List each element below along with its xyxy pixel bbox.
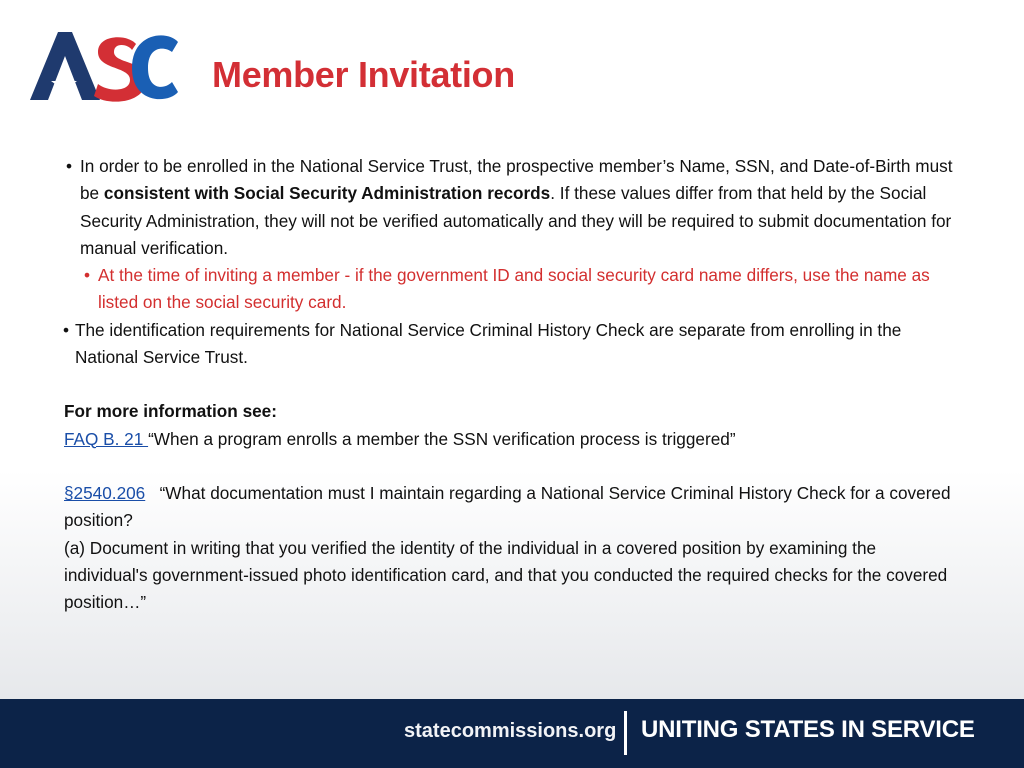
more-info-section [64, 398, 964, 616]
footer-url: statecommissions.org [404, 720, 617, 742]
footer-divider [624, 711, 627, 755]
bullet-dot-icon: • [84, 265, 91, 286]
footer-tagline: UNITING STATES IN SERVICE [641, 716, 975, 743]
bullet-dot-icon: • [66, 156, 73, 176]
bullet-enrollment-strong: consistent with Social Security Administration records [103, 183, 551, 204]
regulation-reference [64, 480, 964, 535]
more-info-heading: For more information see: [64, 401, 277, 422]
faq-text: “When a program enrolls a member the SSN verification process is triggered” [148, 428, 736, 449]
bullet-enrollment-text-pre: In order to be enrolled in the National Service Trust, the prospective member’s Name, SSN, and Date-of-Birth must be [80, 156, 953, 204]
faq-reference [64, 426, 964, 453]
regulation-text-detail: (a) Document in writing that you verified the identity of the individual in a covered position by examining the individual's government-issued photo identification card, and that you conducted the required checks for the covered position…” [64, 537, 948, 613]
page-title: Member Invitation [212, 54, 515, 95]
regulation-link[interactable]: §2540.206 [64, 482, 146, 503]
bullet-criminal-history [64, 317, 964, 372]
regulation-text: “What documentation must I maintain regarding a National Service Criminal History Check for a covered position? [64, 482, 956, 531]
bullet-criminal-history-text: The identification requirements for National Service Criminal History Check are separate from enrolling in the National Service Trust. [75, 319, 902, 368]
footer-bar [0, 699, 1024, 768]
sub-bullet-name-differs [84, 262, 964, 317]
sub-bullet-text: At the time of inviting a member - if the government ID and social security card name differs, use the name as listed on the social security card. [98, 265, 930, 313]
faq-link[interactable]: FAQ B. 21 [64, 428, 149, 449]
bullet-dot-icon: • [63, 319, 70, 340]
bullet-enrollment-text-post: . If these values differ from that held by the Social Security Administration, they will not be verified automatically and they will be required to submit documentation for manual verification. [80, 183, 952, 258]
asc-logo [28, 28, 180, 104]
slide-content [64, 153, 964, 616]
bullet-enrollment [64, 153, 964, 262]
